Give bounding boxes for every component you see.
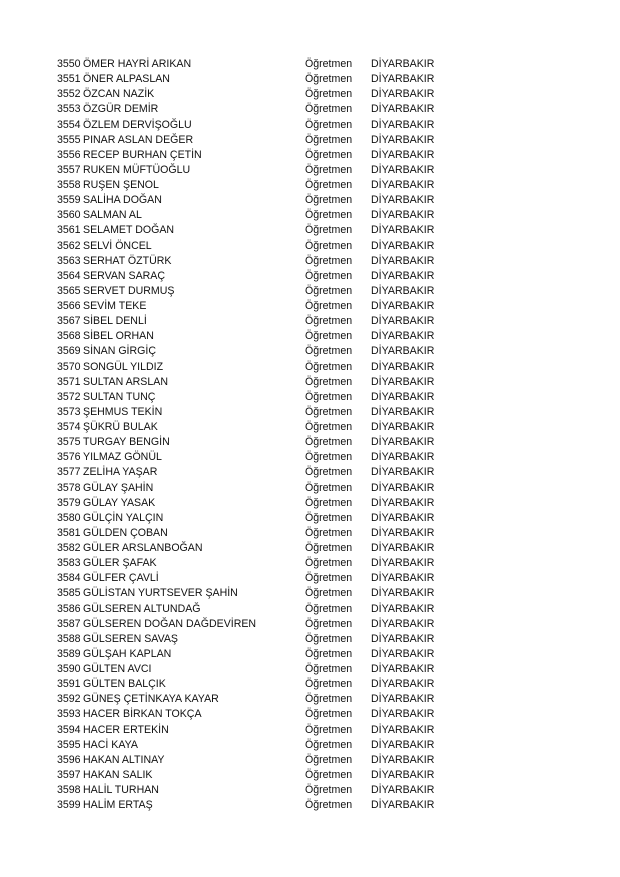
city-name: DİYARBAKIR (371, 663, 435, 675)
city-name: DİYARBAKIR (371, 602, 435, 615)
row-number: 3599 (57, 799, 81, 812)
city-name: DİYARBAKIR (371, 163, 435, 176)
teacher-list (57, 57, 457, 813)
list-item (57, 541, 457, 556)
list-item (57, 208, 457, 223)
row-number: 3578 (57, 481, 81, 494)
city-name: DİYARBAKIR (371, 179, 435, 191)
person-name: ÖZCAN NAZİK (83, 88, 155, 101)
person-name: GÜLSEREN SAVAŞ (83, 632, 178, 645)
list-item (57, 768, 457, 783)
row-number: 3570 (57, 360, 81, 373)
row-number: 3598 (57, 784, 81, 796)
list-item (57, 178, 457, 193)
person-name: GÜLSEREN ALTUNDAĞ (83, 602, 201, 615)
city-name: DİYARBAKIR (371, 88, 435, 101)
person-name: SALİHA DOĞAN (83, 194, 162, 207)
row-number: 3565 (57, 284, 81, 297)
row-number: 3562 (57, 239, 81, 252)
list-item (57, 602, 457, 617)
list-item (57, 435, 457, 450)
city-name: DİYARBAKIR (371, 768, 435, 781)
person-name: GÜLŞAH KAPLAN (83, 647, 172, 660)
person-name: GÜLTEN BALÇIK (83, 678, 166, 691)
job-title: Öğretmen (305, 269, 353, 282)
job-title: Öğretmen (305, 466, 353, 479)
person-name: HACER ERTEKİN (83, 723, 169, 736)
job-title: Öğretmen (305, 632, 353, 645)
person-name: HACİ KAYA (83, 738, 138, 751)
list-item (57, 526, 457, 541)
row-number: 3587 (57, 617, 81, 630)
city-name: DİYARBAKIR (371, 436, 435, 449)
person-name: HAKAN SALIK (83, 768, 153, 781)
list-item (57, 753, 457, 768)
row-number: 3571 (57, 375, 81, 388)
city-name: DİYARBAKIR (371, 466, 435, 479)
row-number: 3579 (57, 496, 81, 509)
row-number: 3580 (57, 511, 81, 524)
person-name: RUŞEN ŞENOL (83, 179, 159, 191)
person-name: GÜLAY YASAK (83, 496, 156, 509)
city-name: DİYARBAKIR (371, 784, 435, 796)
list-item (57, 571, 457, 586)
person-name: SALMAN AL (83, 209, 142, 222)
city-name: DİYARBAKIR (371, 73, 435, 86)
job-title: Öğretmen (305, 557, 353, 570)
city-name: DİYARBAKIR (371, 753, 435, 766)
list-item (57, 783, 457, 798)
job-title: Öğretmen (305, 723, 353, 736)
row-number: 3551 (57, 73, 81, 86)
list-item (57, 314, 457, 329)
job-title: Öğretmen (305, 345, 353, 358)
job-title: Öğretmen (305, 602, 353, 615)
list-item (57, 662, 457, 677)
job-title: Öğretmen (305, 88, 353, 101)
list-item (57, 677, 457, 692)
job-title: Öğretmen (305, 678, 353, 691)
city-name: DİYARBAKIR (371, 360, 435, 373)
list-item (57, 632, 457, 647)
city-name: DİYARBAKIR (371, 284, 435, 297)
list-item (57, 102, 457, 117)
person-name: SULTAN ARSLAN (83, 375, 168, 388)
city-name: DİYARBAKIR (371, 375, 435, 388)
city-name: DİYARBAKIR (371, 738, 435, 751)
person-name: PINAR ASLAN DEĞER (83, 133, 194, 146)
list-item (57, 118, 457, 133)
job-title: Öğretmen (305, 224, 353, 237)
row-number: 3586 (57, 602, 81, 615)
city-name: DİYARBAKIR (371, 103, 435, 116)
job-title: Öğretmen (305, 239, 353, 252)
job-title: Öğretmen (305, 542, 353, 554)
city-name: DİYARBAKIR (371, 526, 435, 539)
city-name: DİYARBAKIR (371, 194, 435, 207)
job-title: Öğretmen (305, 451, 353, 464)
row-number: 3572 (57, 390, 81, 403)
list-item (57, 329, 457, 344)
person-name: HAKAN ALTINAY (83, 753, 165, 766)
city-name: DİYARBAKIR (371, 209, 435, 222)
row-number: 3557 (57, 163, 81, 176)
job-title: Öğretmen (305, 390, 353, 403)
row-number: 3552 (57, 88, 81, 101)
city-name: DİYARBAKIR (371, 723, 435, 736)
job-title: Öğretmen (305, 148, 353, 161)
person-name: ÖZGÜR DEMİR (83, 103, 159, 116)
row-number: 3594 (57, 723, 81, 736)
row-number: 3576 (57, 451, 81, 464)
list-item (57, 375, 457, 390)
city-name: DİYARBAKIR (371, 693, 435, 706)
city-name: DİYARBAKIR (371, 345, 435, 358)
list-item (57, 57, 457, 72)
person-name: SELVİ ÖNCEL (83, 239, 152, 252)
person-name: TURGAY BENGİN (83, 436, 170, 449)
job-title: Öğretmen (305, 526, 353, 539)
list-item (57, 692, 457, 707)
city-name: DİYARBAKIR (371, 421, 435, 433)
row-number: 3561 (57, 224, 81, 237)
list-item (57, 254, 457, 269)
job-title: Öğretmen (305, 300, 353, 312)
list-item (57, 360, 457, 375)
job-title: Öğretmen (305, 738, 353, 751)
row-number: 3559 (57, 194, 81, 207)
city-name: DİYARBAKIR (371, 511, 435, 524)
city-name: DİYARBAKIR (371, 118, 435, 131)
job-title: Öğretmen (305, 360, 353, 373)
row-number: 3574 (57, 421, 81, 433)
list-item (57, 723, 457, 738)
list-item (57, 511, 457, 526)
job-title: Öğretmen (305, 315, 353, 328)
row-number: 3560 (57, 209, 81, 222)
city-name: DİYARBAKIR (371, 632, 435, 645)
list-item (57, 163, 457, 178)
person-name: HALİM ERTAŞ (83, 799, 153, 812)
person-name: GÜLDEN ÇOBAN (83, 526, 168, 539)
job-title: Öğretmen (305, 284, 353, 297)
person-name: SONGÜL YILDIZ (83, 360, 164, 373)
person-name: GÜLSEREN DOĞAN DAĞDEVİREN (83, 617, 257, 630)
list-item (57, 239, 457, 254)
job-title: Öğretmen (305, 179, 353, 191)
row-number: 3583 (57, 557, 81, 570)
job-title: Öğretmen (305, 587, 353, 600)
person-name: SERHAT ÖZTÜRK (83, 254, 172, 267)
person-name: HALİL TURHAN (83, 784, 159, 796)
list-item (57, 133, 457, 148)
person-name: GÜLER ARSLANBOĞAN (83, 542, 203, 554)
list-item (57, 481, 457, 496)
list-item (57, 148, 457, 163)
person-name: GÜNEŞ ÇETİNKAYA KAYAR (83, 693, 219, 706)
list-item (57, 299, 457, 314)
city-name: DİYARBAKIR (371, 617, 435, 630)
city-name: DİYARBAKIR (371, 587, 435, 600)
city-name: DİYARBAKIR (371, 678, 435, 691)
job-title: Öğretmen (305, 58, 353, 70)
city-name: DİYARBAKIR (371, 58, 435, 70)
job-title: Öğretmen (305, 647, 353, 660)
row-number: 3596 (57, 753, 81, 766)
city-name: DİYARBAKIR (371, 572, 435, 585)
row-number: 3595 (57, 738, 81, 751)
person-name: GÜLÇİN YALÇIN (83, 511, 164, 524)
person-name: GÜLTEN AVCI (83, 663, 152, 675)
job-title: Öğretmen (305, 617, 353, 630)
list-item (57, 586, 457, 601)
city-name: DİYARBAKIR (371, 708, 435, 721)
row-number: 3591 (57, 678, 81, 691)
person-name: RUKEN MÜFTÜOĞLU (83, 163, 191, 176)
list-item (57, 193, 457, 208)
person-name: SİNAN GİRGİÇ (83, 345, 156, 358)
job-title: Öğretmen (305, 663, 353, 675)
job-title: Öğretmen (305, 421, 353, 433)
row-number: 3553 (57, 103, 81, 116)
person-name: SULTAN TUNÇ (83, 390, 156, 403)
person-name: SİBEL DENLİ (83, 315, 147, 328)
city-name: DİYARBAKIR (371, 315, 435, 328)
job-title: Öğretmen (305, 118, 353, 131)
list-item (57, 798, 457, 813)
city-name: DİYARBAKIR (371, 300, 435, 312)
job-title: Öğretmen (305, 436, 353, 449)
job-title: Öğretmen (305, 163, 353, 176)
person-name: GÜLAY ŞAHİN (83, 481, 154, 494)
person-name: RECEP BURHAN ÇETİN (83, 148, 202, 161)
job-title: Öğretmen (305, 133, 353, 146)
person-name: ÖMER HAYRİ ARIKAN (83, 58, 192, 70)
list-item (57, 223, 457, 238)
city-name: DİYARBAKIR (371, 239, 435, 252)
job-title: Öğretmen (305, 496, 353, 509)
list-item (57, 344, 457, 359)
list-item (57, 738, 457, 753)
job-title: Öğretmen (305, 73, 353, 86)
job-title: Öğretmen (305, 753, 353, 766)
city-name: DİYARBAKIR (371, 647, 435, 660)
row-number: 3569 (57, 345, 81, 358)
list-item (57, 450, 457, 465)
row-number: 3582 (57, 542, 81, 554)
person-name: GÜLER ŞAFAK (83, 557, 157, 570)
list-item (57, 269, 457, 284)
person-name: YILMAZ GÖNÜL (83, 451, 162, 464)
job-title: Öğretmen (305, 209, 353, 222)
job-title: Öğretmen (305, 693, 353, 706)
row-number: 3575 (57, 436, 81, 449)
person-name: ZELİHA YAŞAR (83, 466, 158, 479)
list-item (57, 465, 457, 480)
job-title: Öğretmen (305, 330, 353, 343)
person-name: ŞÜKRÜ BULAK (83, 421, 158, 433)
city-name: DİYARBAKIR (371, 148, 435, 161)
list-item (57, 420, 457, 435)
row-number: 3566 (57, 300, 81, 312)
city-name: DİYARBAKIR (371, 390, 435, 403)
job-title: Öğretmen (305, 511, 353, 524)
city-name: DİYARBAKIR (371, 542, 435, 554)
city-name: DİYARBAKIR (371, 496, 435, 509)
row-number: 3555 (57, 133, 81, 146)
row-number: 3577 (57, 466, 81, 479)
row-number: 3564 (57, 269, 81, 282)
row-number: 3568 (57, 330, 81, 343)
person-name: SELAMET DOĞAN (83, 224, 175, 237)
row-number: 3563 (57, 254, 81, 267)
list-item (57, 617, 457, 632)
city-name: DİYARBAKIR (371, 133, 435, 146)
person-name: GÜLİSTAN YURTSEVER ŞAHİN (83, 587, 238, 600)
person-name: ÖZLEM DERVİŞOĞLU (83, 118, 192, 131)
city-name: DİYARBAKIR (371, 224, 435, 237)
job-title: Öğretmen (305, 103, 353, 116)
row-number: 3588 (57, 632, 81, 645)
row-number: 3592 (57, 693, 81, 706)
job-title: Öğretmen (305, 572, 353, 585)
list-item (57, 496, 457, 511)
row-number: 3554 (57, 118, 81, 131)
job-title: Öğretmen (305, 375, 353, 388)
job-title: Öğretmen (305, 481, 353, 494)
job-title: Öğretmen (305, 768, 353, 781)
city-name: DİYARBAKIR (371, 405, 435, 418)
person-name: SERVAN SARAÇ (83, 269, 166, 282)
city-name: DİYARBAKIR (371, 481, 435, 494)
city-name: DİYARBAKIR (371, 330, 435, 343)
city-name: DİYARBAKIR (371, 799, 435, 812)
job-title: Öğretmen (305, 799, 353, 812)
person-name: SİBEL ORHAN (83, 330, 154, 343)
job-title: Öğretmen (305, 784, 353, 796)
person-name: SEVİM TEKE (83, 300, 147, 312)
person-name: ŞEHMUS TEKİN (83, 405, 163, 418)
person-name: GÜLFER ÇAVLİ (83, 572, 159, 585)
list-item (57, 72, 457, 87)
list-item (57, 284, 457, 299)
person-name: HACER BİRKAN TOKÇA (83, 708, 202, 721)
list-item (57, 390, 457, 405)
row-number: 3585 (57, 587, 81, 600)
row-number: 3556 (57, 148, 81, 161)
row-number: 3593 (57, 708, 81, 721)
row-number: 3589 (57, 647, 81, 660)
row-number: 3567 (57, 315, 81, 328)
person-name: ÖNER ALPASLAN (83, 73, 170, 86)
list-item (57, 556, 457, 571)
city-name: DİYARBAKIR (371, 269, 435, 282)
job-title: Öğretmen (305, 194, 353, 207)
city-name: DİYARBAKIR (371, 451, 435, 464)
city-name: DİYARBAKIR (371, 254, 435, 267)
list-item (57, 87, 457, 102)
list-item (57, 707, 457, 722)
row-number: 3581 (57, 526, 81, 539)
job-title: Öğretmen (305, 708, 353, 721)
person-name: SERVET DURMUŞ (83, 284, 175, 297)
row-number: 3590 (57, 663, 81, 675)
row-number: 3550 (57, 58, 81, 70)
job-title: Öğretmen (305, 254, 353, 267)
row-number: 3558 (57, 179, 81, 191)
city-name: DİYARBAKIR (371, 557, 435, 570)
row-number: 3597 (57, 768, 81, 781)
row-number: 3584 (57, 572, 81, 585)
list-item (57, 647, 457, 662)
job-title: Öğretmen (305, 405, 353, 418)
row-number: 3573 (57, 405, 81, 418)
list-item (57, 405, 457, 420)
